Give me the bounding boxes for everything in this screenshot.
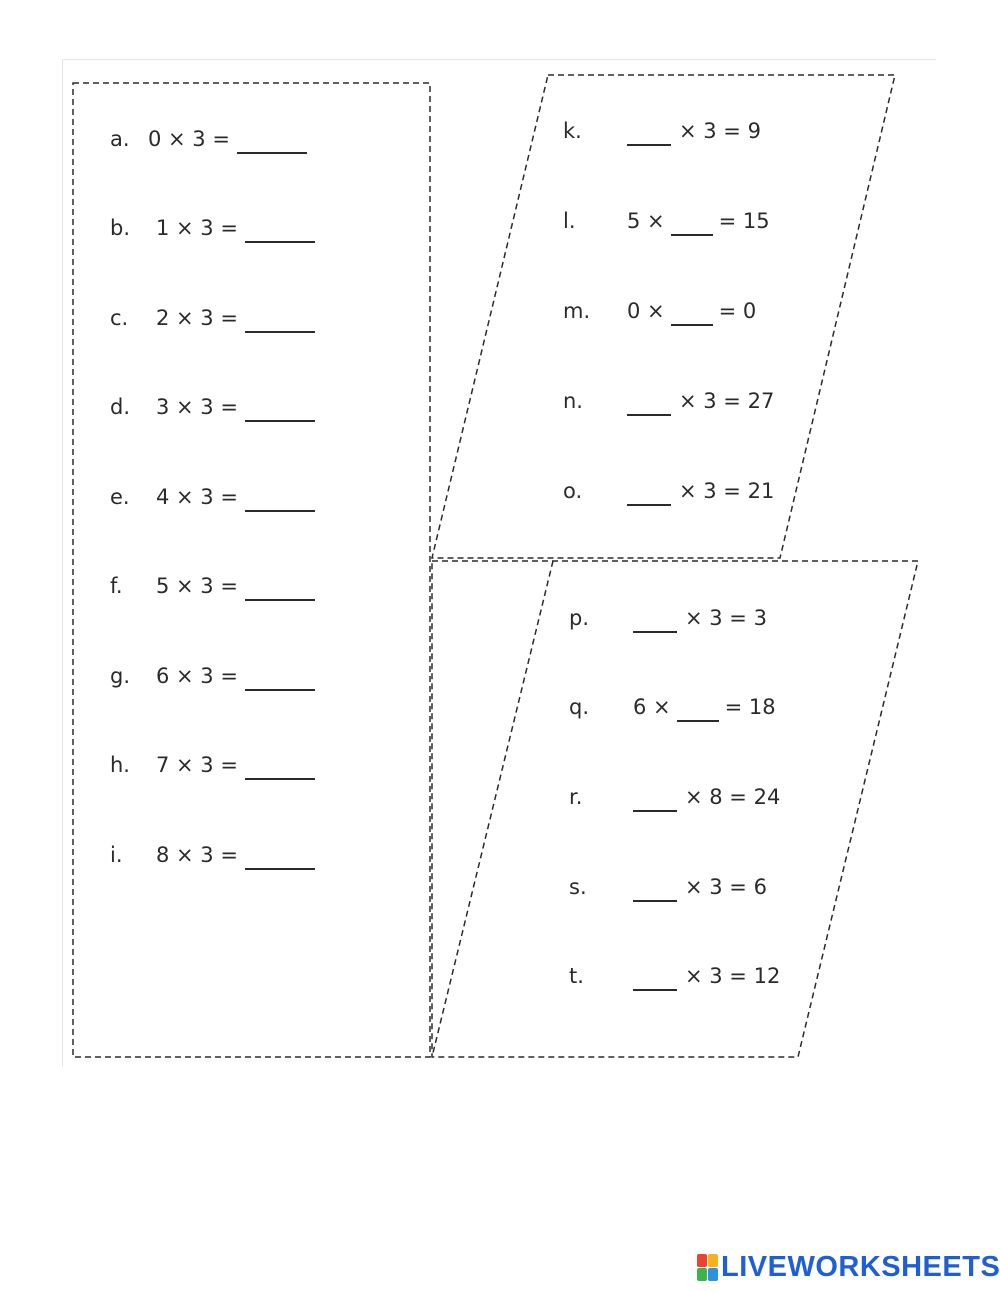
problem-equation: 0 × 3 = bbox=[148, 127, 230, 151]
bottom-right-dashed-divider bbox=[432, 561, 553, 1057]
missing-factor-blank[interactable] bbox=[627, 391, 671, 416]
problem-expression bbox=[627, 296, 756, 326]
problem-expression bbox=[627, 116, 761, 146]
problem-expression bbox=[156, 661, 315, 691]
logo-block-red bbox=[697, 1254, 707, 1267]
missing-factor-blank[interactable] bbox=[633, 787, 677, 812]
problem-expression bbox=[156, 840, 315, 870]
problem-expression bbox=[633, 603, 767, 633]
missing-factor-blank[interactable] bbox=[633, 966, 677, 991]
problem-rest: = 15 bbox=[718, 209, 770, 233]
answer-blank[interactable] bbox=[245, 666, 315, 691]
logo-block-blue bbox=[708, 1268, 718, 1281]
problem-letter: q. bbox=[569, 695, 590, 719]
problem-expression bbox=[633, 782, 780, 812]
missing-factor-blank[interactable] bbox=[627, 121, 671, 146]
problem-letter: i. bbox=[110, 843, 123, 867]
problem-first-factor: 6 × bbox=[633, 695, 671, 719]
problem-letter: r. bbox=[569, 785, 583, 809]
problem-equation: 1 × 3 = bbox=[156, 216, 238, 240]
problem-expression bbox=[156, 571, 315, 601]
problem-rest: × 3 = 21 bbox=[679, 479, 775, 503]
problem-expression bbox=[633, 692, 776, 722]
problem-letter: c. bbox=[110, 306, 129, 330]
answer-blank[interactable] bbox=[245, 576, 315, 601]
problem-rest: × 3 = 6 bbox=[685, 875, 767, 899]
missing-factor-blank[interactable] bbox=[633, 608, 677, 633]
liveworksheets-logo bbox=[697, 1252, 1000, 1282]
problem-letter: k. bbox=[563, 119, 582, 143]
problem-expression bbox=[627, 206, 770, 236]
problem-letter: f. bbox=[110, 574, 123, 598]
problem-expression bbox=[633, 961, 780, 991]
problem-expression bbox=[148, 124, 307, 154]
missing-factor-blank[interactable] bbox=[627, 481, 671, 506]
problem-rest: × 3 = 9 bbox=[679, 119, 761, 143]
problem-equation: 7 × 3 = bbox=[156, 753, 238, 777]
missing-factor-blank[interactable] bbox=[671, 301, 713, 326]
problem-letter: l. bbox=[563, 209, 576, 233]
problem-rest: × 3 = 27 bbox=[679, 389, 775, 413]
answer-blank[interactable] bbox=[245, 845, 315, 870]
problem-letter: t. bbox=[569, 964, 584, 988]
problem-equation: 5 × 3 = bbox=[156, 574, 238, 598]
answer-blank[interactable] bbox=[245, 218, 315, 243]
problem-expression bbox=[156, 303, 315, 333]
problem-equation: 4 × 3 = bbox=[156, 485, 238, 509]
problem-letter: m. bbox=[563, 299, 591, 323]
problem-expression bbox=[156, 392, 315, 422]
problem-expression bbox=[633, 872, 767, 902]
problem-expression bbox=[627, 386, 774, 416]
problem-letter: b. bbox=[110, 216, 131, 240]
missing-factor-blank[interactable] bbox=[677, 697, 719, 722]
logo-block-yellow bbox=[708, 1254, 718, 1267]
answer-blank[interactable] bbox=[245, 397, 315, 422]
problem-rest: × 3 = 3 bbox=[685, 606, 767, 630]
problem-rest: = 18 bbox=[724, 695, 776, 719]
problem-letter: a. bbox=[110, 127, 130, 151]
answer-blank[interactable] bbox=[245, 487, 315, 512]
problem-letter: e. bbox=[110, 485, 130, 509]
answer-blank[interactable] bbox=[245, 755, 315, 780]
problem-letter: o. bbox=[563, 479, 583, 503]
missing-factor-blank[interactable] bbox=[633, 877, 677, 902]
problem-expression bbox=[156, 750, 315, 780]
problem-letter: p. bbox=[569, 606, 590, 630]
problem-rest: = 0 bbox=[718, 299, 757, 323]
answer-blank[interactable] bbox=[237, 129, 307, 154]
problem-letter: n. bbox=[563, 389, 583, 413]
problem-first-factor: 0 × bbox=[627, 299, 665, 323]
answer-blank[interactable] bbox=[245, 308, 315, 333]
problem-equation: 6 × 3 = bbox=[156, 664, 238, 688]
problem-letter: g. bbox=[110, 664, 131, 688]
problem-equation: 2 × 3 = bbox=[156, 306, 238, 330]
brand-name: LIVEWORKSHEETS bbox=[721, 1250, 1000, 1283]
logo-blocks-icon bbox=[697, 1254, 717, 1280]
problem-letter: h. bbox=[110, 753, 130, 777]
problem-rest: × 8 = 24 bbox=[685, 785, 781, 809]
problem-expression bbox=[156, 213, 315, 243]
missing-factor-blank[interactable] bbox=[671, 211, 713, 236]
problem-equation: 8 × 3 = bbox=[156, 843, 238, 867]
problem-letter: s. bbox=[569, 875, 587, 899]
problem-expression bbox=[627, 476, 774, 506]
logo-block-green bbox=[697, 1268, 707, 1281]
problem-equation: 3 × 3 = bbox=[156, 395, 238, 419]
problem-rest: × 3 = 12 bbox=[685, 964, 781, 988]
problem-first-factor: 5 × bbox=[627, 209, 665, 233]
problem-letter: d. bbox=[110, 395, 131, 419]
problem-expression bbox=[156, 482, 315, 512]
